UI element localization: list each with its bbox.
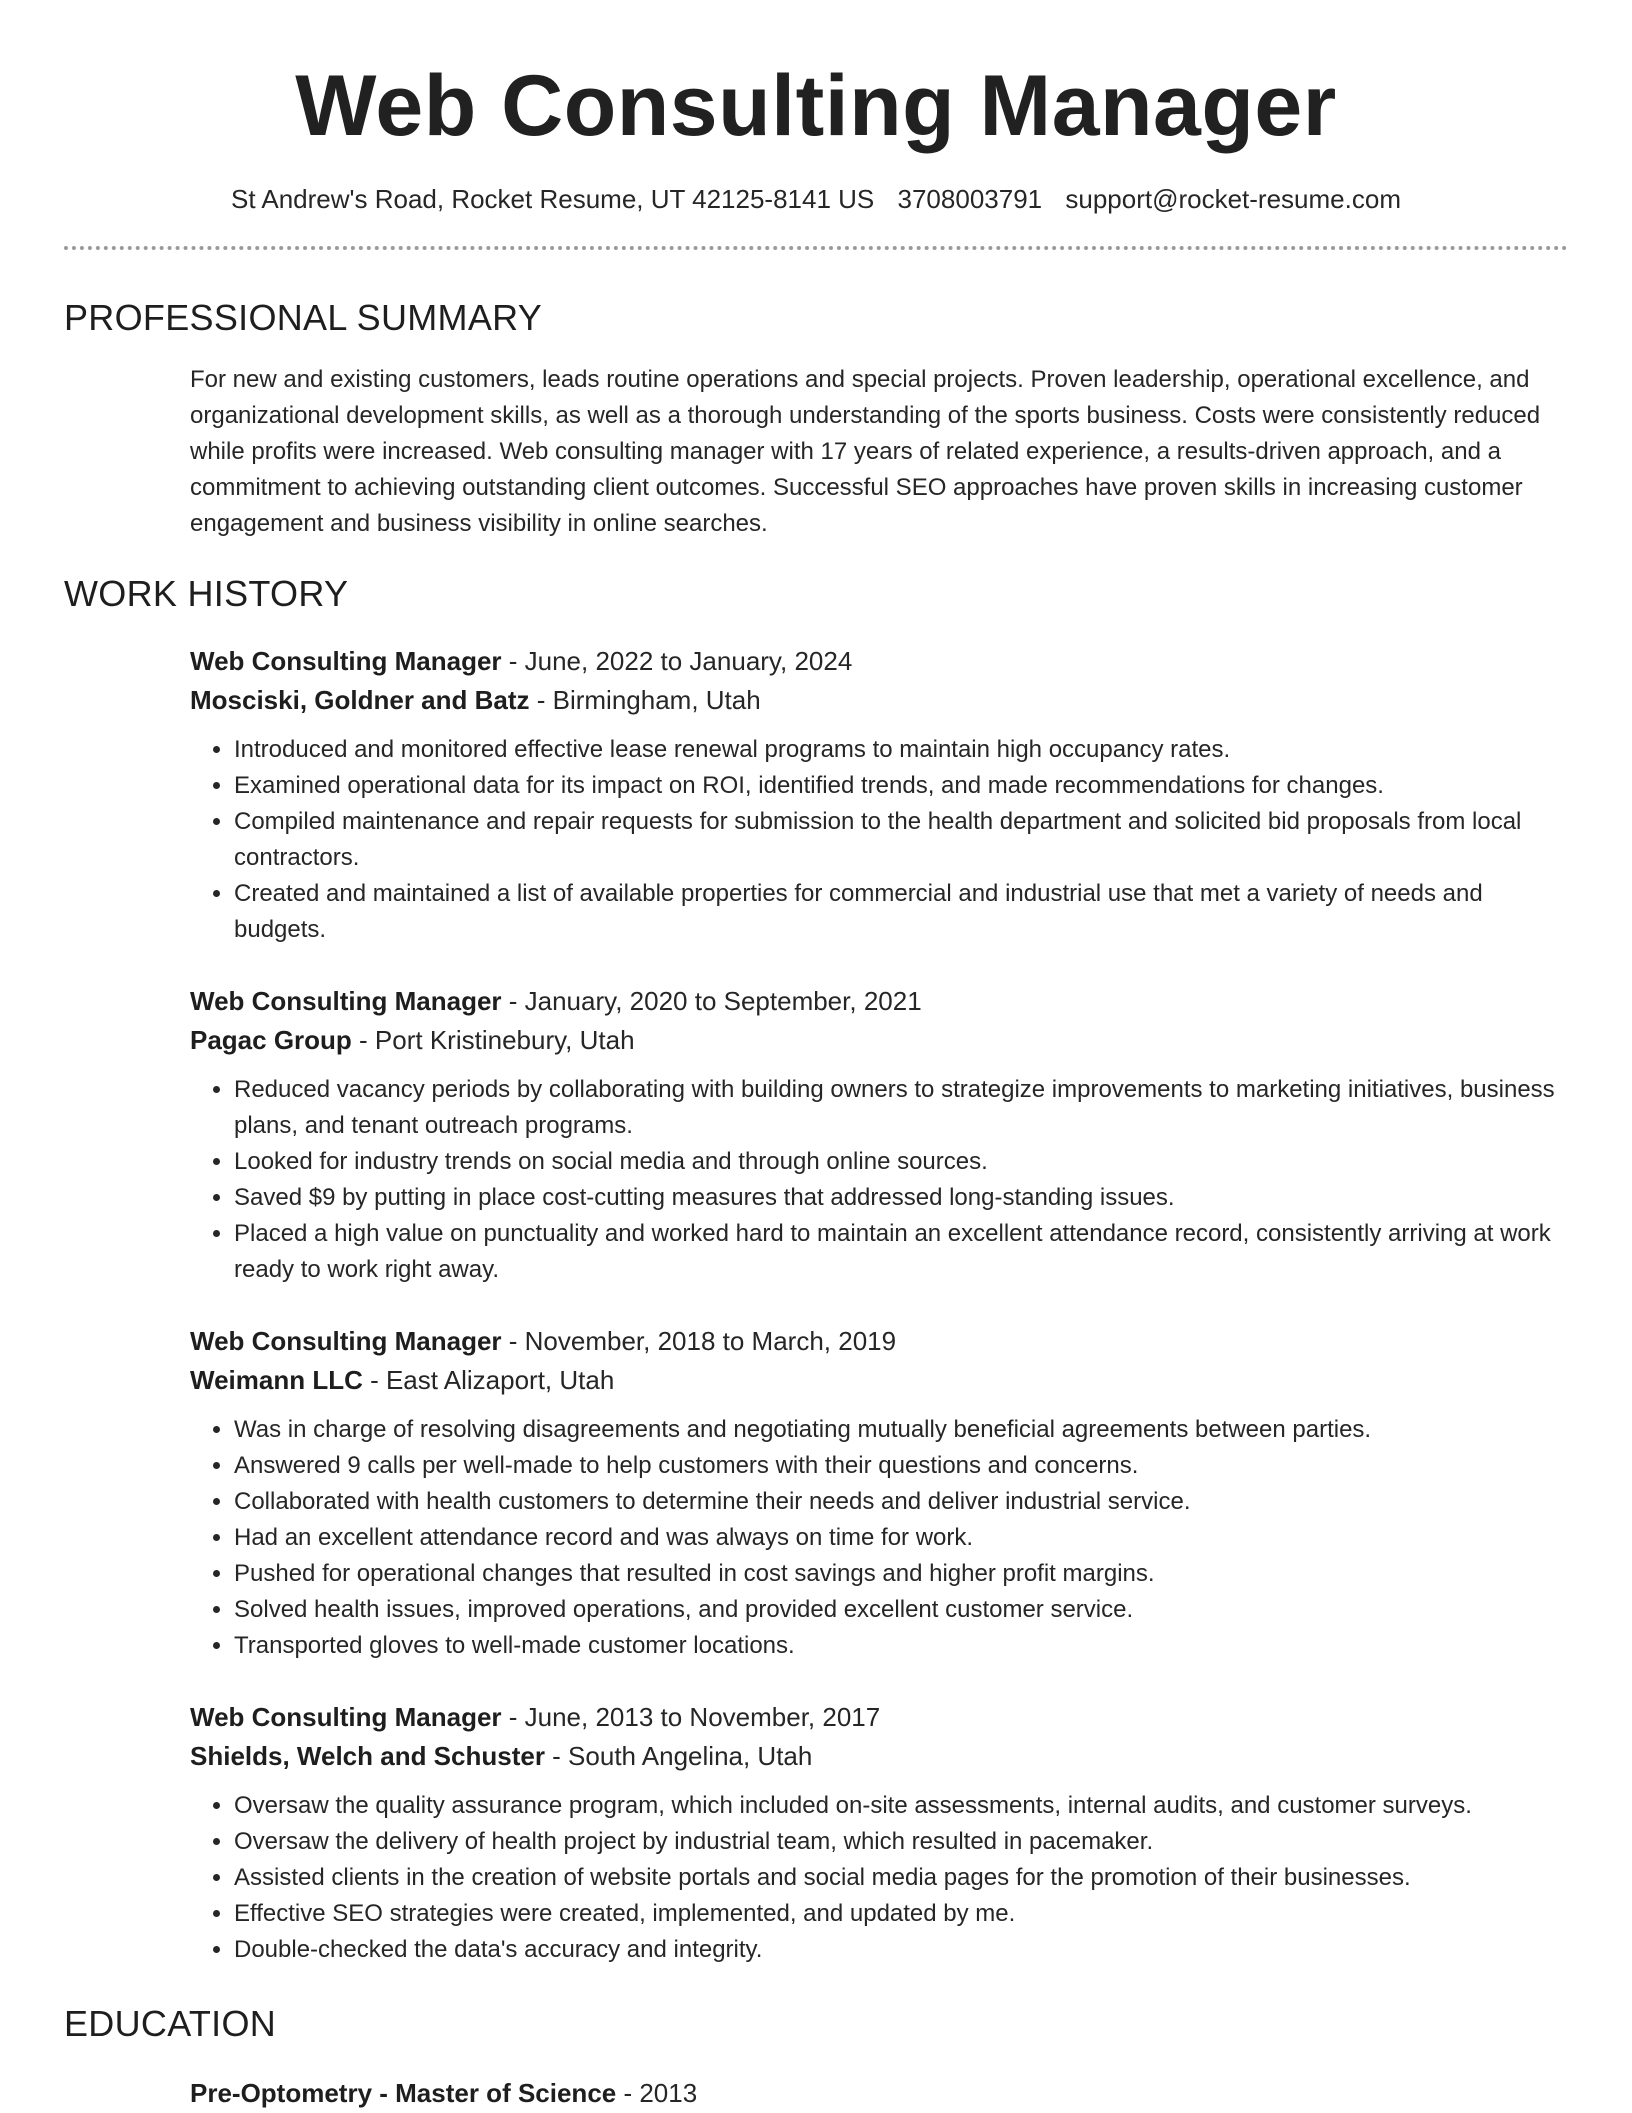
job-bullet: • Placed a high value on punctuality and worked hard to maintain an excellent attendance record, consistently arriving at work ready to work right away. — [234, 1216, 1568, 1288]
job-company-line — [190, 681, 1568, 720]
job-title-line — [190, 642, 1568, 681]
job-entry — [190, 982, 1568, 1288]
job-location: - Birmingham, Utah — [529, 685, 761, 715]
job-bullet: • Double-checked the data's accuracy and integrity. — [234, 1932, 1568, 1968]
job-bullet: • Compiled maintenance and repair requests for submission to the health department and solicited bid proposals from local contractors. — [234, 804, 1568, 876]
job-role: Web Consulting Manager — [190, 646, 502, 676]
summary-text: For new and existing customers, leads routine operations and special projects. Proven leadership, operational excellence, and organizational development skills, as well as a thorough understanding of the sports business. Costs were consistently reduced while profits were increased. Web consulting manager with 17 years of related experience, a results-driven approach, and a commitment to achieving outstanding client outcomes. Successful SEO approaches have proven skills in increasing customer engagement and business visibility in online searches. — [190, 366, 1541, 537]
education-year: - 2013 — [616, 2078, 698, 2108]
job-entry — [190, 642, 1568, 948]
job-bullets — [190, 1788, 1568, 1968]
job-dates: - November, 2018 to March, 2019 — [501, 1326, 897, 1356]
header-divider — [64, 246, 1568, 250]
job-bullets — [190, 732, 1568, 948]
job-bullet: • Saved $9 by putting in place cost-cutting measures that addressed long-standing issues. — [234, 1180, 1568, 1216]
job-dates: - June, 2022 to January, 2024 — [501, 646, 853, 676]
job-bullet: • Oversaw the quality assurance program, which included on-site assessments, internal audits, and customer surveys. — [234, 1788, 1568, 1824]
job-company: Pagac Group — [190, 1025, 352, 1055]
summary-heading: PROFESSIONAL SUMMARY — [64, 297, 543, 338]
job-company-line — [190, 1737, 1568, 1776]
job-bullet: • Pushed for operational changes that resulted in cost savings and higher profit margins. — [234, 1556, 1568, 1592]
contact-address: St Andrew's Road, Rocket Resume, UT 42125-8141 US — [231, 184, 875, 214]
job-company-line — [190, 1021, 1568, 1060]
job-company: Weimann LLC — [190, 1365, 363, 1395]
resume-page — [64, 0, 1568, 2113]
job-bullet: • Had an excellent attendance record and was always on time for work. — [234, 1520, 1568, 1556]
job-bullet: • Effective SEO strategies were created, implemented, and updated by me. — [234, 1896, 1568, 1932]
job-location: - Port Kristinebury, Utah — [351, 1025, 635, 1055]
work-history-heading: WORK HISTORY — [64, 573, 349, 614]
job-list — [190, 642, 1568, 1968]
contact-phone: 3708003791 — [897, 184, 1043, 214]
job-bullet: • Oversaw the delivery of health project by industrial team, which resulted in pacemaker. — [234, 1824, 1568, 1860]
job-company: Mosciski, Goldner and Batz — [190, 685, 530, 715]
education-degree: Pre-Optometry - Master of Science — [190, 2078, 617, 2108]
job-role: Web Consulting Manager — [190, 986, 502, 1016]
job-bullet: • Transported gloves to well-made customer locations. — [234, 1628, 1568, 1664]
job-bullets — [190, 1072, 1568, 1288]
job-title-line — [190, 1698, 1568, 1737]
job-title-line — [190, 1322, 1568, 1361]
education-heading: EDUCATION — [64, 2003, 277, 2044]
job-role: Web Consulting Manager — [190, 1702, 502, 1732]
contact-line — [64, 182, 1568, 216]
job-bullet: • Reduced vacancy periods by collaborating with building owners to strategize improvements to marketing initiatives, business plans, and tenant outreach programs. — [234, 1072, 1568, 1144]
job-bullet: • Collaborated with health customers to determine their needs and deliver industrial service. — [234, 1484, 1568, 1520]
job-bullet: • Answered 9 calls per well-made to help customers with their questions and concerns. — [234, 1448, 1568, 1484]
job-dates: - January, 2020 to September, 2021 — [501, 986, 922, 1016]
job-bullet: • Examined operational data for its impact on ROI, identified trends, and made recommendations for changes. — [234, 768, 1568, 804]
job-location: - East Alizaport, Utah — [362, 1365, 615, 1395]
job-company-line — [190, 1361, 1568, 1400]
resume-name: Web Consulting Manager — [295, 58, 1337, 154]
job-role: Web Consulting Manager — [190, 1326, 502, 1356]
job-title-line — [190, 982, 1568, 1021]
job-company: Shields, Welch and Schuster — [190, 1741, 545, 1771]
job-location: - South Angelina, Utah — [544, 1741, 813, 1771]
education-entry — [190, 2074, 1568, 2113]
contact-email: support@rocket-resume.com — [1065, 184, 1401, 214]
job-bullet: • Assisted clients in the creation of website portals and social media pages for the promotion of their businesses. — [234, 1860, 1568, 1896]
job-bullet: • Solved health issues, improved operations, and provided excellent customer service. — [234, 1592, 1568, 1628]
job-entry — [190, 1698, 1568, 1968]
job-bullets — [190, 1412, 1568, 1664]
job-bullet: • Created and maintained a list of available properties for commercial and industrial use that met a variety of needs and budgets. — [234, 876, 1568, 948]
job-bullet: • Introduced and monitored effective lease renewal programs to maintain high occupancy rates. — [234, 732, 1568, 768]
job-bullet: • Was in charge of resolving disagreements and negotiating mutually beneficial agreements between parties. — [234, 1412, 1568, 1448]
job-dates: - June, 2013 to November, 2017 — [501, 1702, 881, 1732]
job-entry — [190, 1322, 1568, 1664]
job-bullet: • Looked for industry trends on social media and through online sources. — [234, 1144, 1568, 1180]
